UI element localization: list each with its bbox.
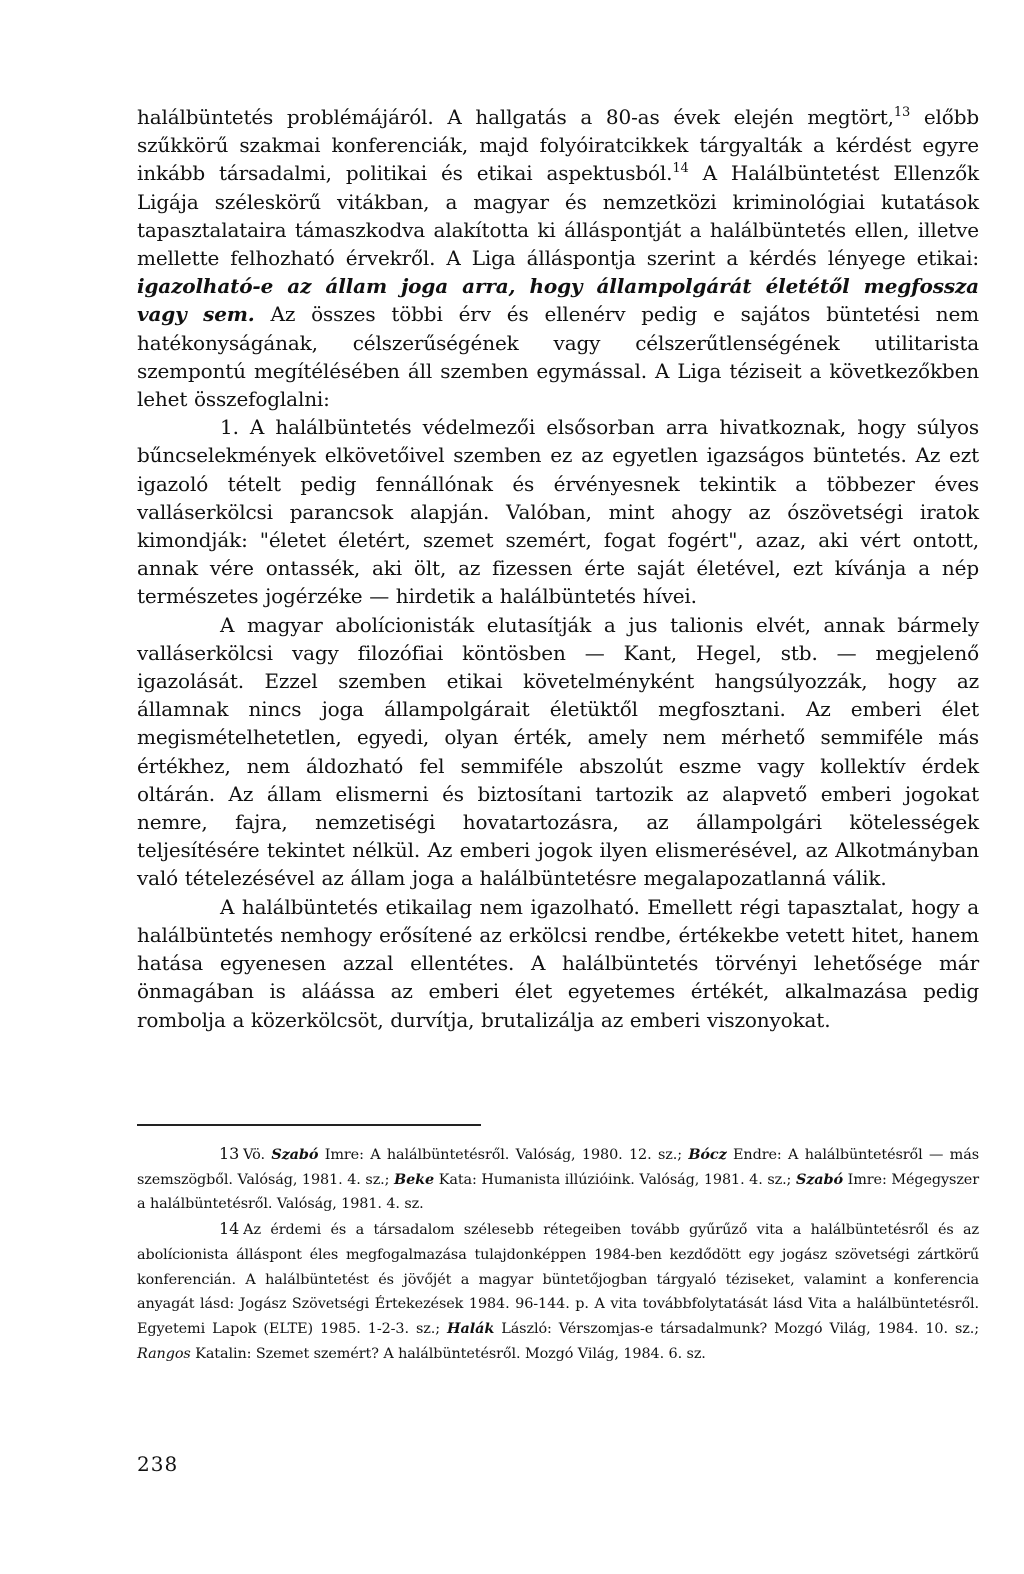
footnote-author: Szabó [795, 1170, 843, 1188]
footnote-13-text: Endre: A halálbüntetésről — más szemszögből. Valóság, 1981. 4. sz.; [137, 1147, 979, 1188]
footnote-author: Halák [447, 1319, 495, 1337]
paragraph-3: A magyar abolícionisták elutasítják a jus talionis elvét, annak bármely valláserkölcsi vagy filozófiai köntösben — Kant, Hegel, stb. — megjelenő igazolását. Ezzel szemben etikai követelményként hangsúlyozzák, hogy az államnak nincs joga állampolgárait életüktől megfosztani. Az emberi élet megismételhetetlen, egyedi, olyan érték, amely nem mérhető semmiféle más értékhez, nem áldozható fel semmiféle abszolút eszme vagy kollektív érdek oltárán. Az állam elismerni és biztosítani tartozik az alapvető emberi jogokat nemre, fajra, nemzetiségi hovatartozásra, az állampolgári kötelességek teljesítésére tekintet nélkül. Az emberi jogok ilyen elismerésével, az Alkotmányban való tételezésével az állam joga a halálbüntetésre megalapozatlanná válik. [137, 612, 979, 891]
footnote-13-text: Imre: Mégegyszer a halálbüntetésről. Valóság, 1981. 4. sz. [137, 1171, 980, 1213]
paragraph-4: A halálbüntetés etikailag nem igazolható. Emellett régi tapasztalat, hogy a halálbüntetés nemhogy erősítené az erkölcsi rendbe, értékekbe vetett hitet, hanem hatása egyenesen azzal ellentétes. A halálbüntetés törvényi lehetősége már önmagában is aláássa az emberi élet egyetemes értékét, alkalmazása pedig rombolja a közerkölcsöt, durvítja, brutalizálja az emberi viszonyokat. [137, 894, 979, 1032]
footnote-14-text: Az érdemi és a társadalom szélesebb rétegeiben tovább gyűrűző vita a halálbüntetésről és az abolícionista álláspont éles megfogalmazása tulajdonképpen 1984-ben kezdődött egy jogász szövetségi zártkörű konferencián. A halálbüntetést és jövőjét a magyar büntetőjogban tárgyaló téziseket, valamint a konferencia anyagát lásd: Jogász Szövetségi Értekezések 1984. 96-144. p. A vita továbbfolytatását lásd Vita a halálbüntetésről. Egyetemi Lapok (ELTE) 1985. 1-2-3. sz.; [137, 1222, 979, 1337]
footnote-14 [137, 1217, 979, 1366]
footnote-13-text: Kata: Humanista illúzióink. Valóság, 1981. 4. sz.; [434, 1171, 796, 1188]
paragraph-1-text-a: halálbüntetés problémájáról. A hallgatás a 80-as évek elején megtört, [137, 105, 894, 129]
footnotes [137, 1142, 979, 1366]
footnote-author: Bócz [688, 1146, 727, 1163]
paragraph-1-text-d: Az összes többi érv és ellenérv pedig e sajátos büntetési nem hatékonyságának, célszerűségének vagy célszerűtlenségének utilitarista szempontú megítélésében áll szemben egymással. A Liga téziseit a következőkben lehet összefoglalni: [137, 302, 979, 412]
page-number: 238 [137, 1452, 179, 1476]
paragraph-1-text-b: előbb szűkkörű szakmai konferenciák, majd folyóiratcikkek tárgyalták a kérdést egyre inkább társadalmi, politikai és etikai aspektusból. [137, 105, 979, 186]
footnote-ref-13[interactable]: 13 [893, 105, 911, 120]
footnote-13-text: Imre: A halálbüntetésről. Valóság, 1980. 12. sz.; [318, 1147, 689, 1163]
main-text [137, 103, 979, 1034]
footnote-14-text: László: Vérszomjas-e társadalmunk? Mozgó Világ, 1984. 10. sz.; [494, 1320, 979, 1337]
footnote-author: Szabó [271, 1146, 319, 1163]
paragraph-1-text-c: A Halálbüntetést Ellenzők Ligája széleskörű vitákban, a magyar és nemzetközi kriminológiai kutatások tapasztalataira támaszkodva alakította ki álláspontját a halálbüntetés ellen, illetve mellette felhozható érvekről. A Liga álláspontja szerint a kérdés lényege etikai: [137, 161, 979, 271]
footnote-13-text: Vö. [243, 1147, 272, 1163]
footnote-14-text: Katalin: Szemet szemért? A halálbüntetésről. Mozgó Világ, 1984. 6. sz. [190, 1345, 706, 1362]
footnote-13-number: 13 [219, 1144, 240, 1163]
paragraph-2: 1. A halálbüntetés védelmezői elsősorban arra hivatkoznak, hogy súlyos bűncselekmények elkövetőivel szemben ez az egyetlen igazságos büntetés. Az ezt igazoló tételt pedig fennállónak és érvényesnek tekintik a többezer éves valláserkölcsi parancsok alapján. Valóban, mint ahogy az ószövetségi iratok kimondják: "életet életért, szemet szemért, fogat fogért", azaz, aki vért ontott, annak vére ontassék, aki ölt, az fizessen érte saját életével, ezt kívánja a nép természetes jogérzéke — hirdetik a halálbüntetés hívei. [137, 415, 979, 609]
footnote-ref-14[interactable]: 14 [672, 161, 689, 177]
footnote-author: Beke [394, 1170, 435, 1188]
emphasized-question: igazolható-e az állam joga arra, hogy állampolgárát életétől megfossza vagy sem. [137, 274, 979, 327]
footnote-14-number: 14 [219, 1219, 240, 1239]
footnote-13 [137, 1142, 979, 1217]
footnote-author: Rangos [137, 1345, 191, 1362]
paragraph-1 [137, 103, 979, 413]
footnote-separator [137, 1124, 481, 1126]
